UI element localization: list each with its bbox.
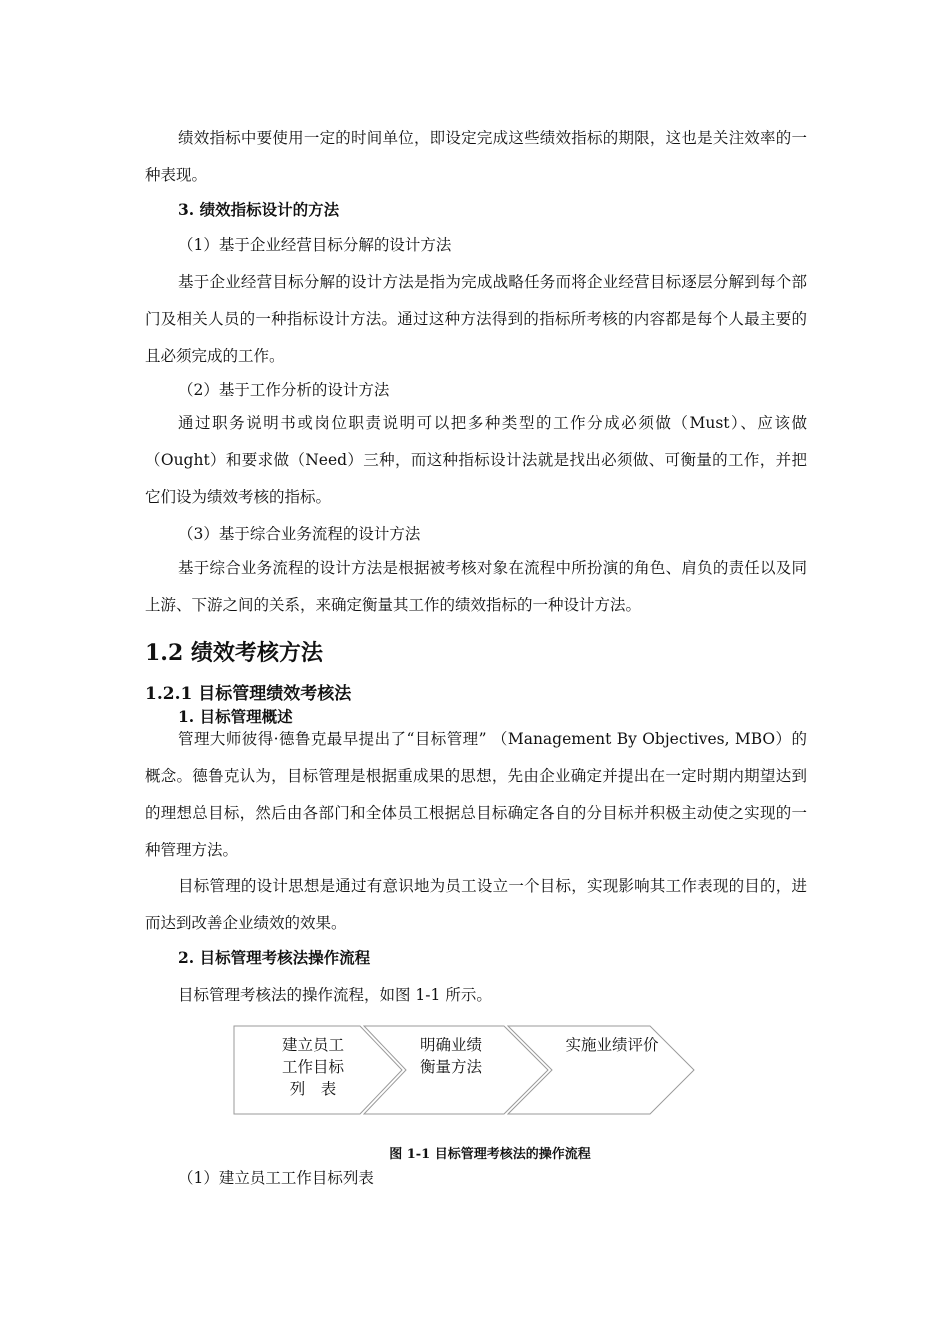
heading-design-methods: 3. 绩效指标设计的方法	[178, 200, 340, 219]
paragraph-figure-reference: 目标管理考核法的操作流程，如图 1-1 所示。	[178, 986, 492, 1004]
flow-step-2-label	[408, 1034, 494, 1078]
flow-step-3-label	[554, 1034, 670, 1056]
flow-step-1-label	[270, 1034, 356, 1100]
paragraph-method-1: 基于企业经营目标分解的设计方法是指为完成战略任务而将企业经营目标逐层分解到每个部门及相关人员的一种指标设计方法。通过这种方法得到的指标所考核的内容都是每个人最主要的且必须完成的工作。	[145, 273, 807, 365]
heading-method-3: （3）基于综合业务流程的设计方法	[178, 525, 421, 543]
paragraph-time-unit: 绩效指标中要使用一定的时间单位，即设定完成这些绩效指标的期限，这也是关注效率的一种表现。	[145, 129, 807, 184]
flow-step-3-line-1: 实施业绩评价	[565, 1036, 659, 1054]
flow-step-2-line-2: 衡量方法	[419, 1058, 482, 1076]
heading-method-1: （1）基于企业经营目标分解的设计方法	[178, 236, 452, 254]
heading-step-1: （1）建立员工工作目标列表	[178, 1169, 374, 1187]
figure-caption: 图 1-1 目标管理考核法的操作流程	[389, 1147, 591, 1162]
paragraph-method-3: 基于综合业务流程的设计方法是根据被考核对象在流程中所扮演的角色、肩负的责任以及同上游、下游之间的关系，来确定衡量其工作的绩效指标的一种设计方法。	[145, 559, 807, 614]
paragraph-mbo-design: 目标管理的设计思想是通过有意识地为员工设立一个目标，实现影响其工作表现的目的，进而达到改善企业绩效的效果。	[145, 877, 807, 932]
flow-step-2-line-1: 明确业绩	[419, 1036, 482, 1054]
flow-step-1-line-2: 工作目标	[281, 1058, 344, 1076]
heading-method-2: （2）基于工作分析的设计方法	[178, 381, 390, 399]
section-heading-1-2: 1.2 绩效考核方法	[145, 640, 323, 666]
paragraph-mbo-overview: 管理大师彼得·德鲁克最早提出了“目标管理” （Management By Objectives, MBO）的概念。德鲁克认为，目标管理是根据重成果的思想，先由企业确定并提出在一定时期内期望达到的理想总目标，然后由各部门和全体员工根据总目标确定各自的分目标并积极主动使之实现的一种管理方法。	[145, 730, 807, 859]
heading-mbo-process: 2. 目标管理考核法操作流程	[178, 948, 371, 967]
process-flow-diagram	[232, 1024, 698, 1118]
subsection-heading-1-2-1: 1.2.1 目标管理绩效考核法	[145, 684, 352, 704]
paragraph-method-2: 通过职务说明书或岗位职责说明可以把多种类型的工作分成必须做（Must）、应该做（Ought）和要求做（Need）三种，而这种指标设计法就是找出必须做、可衡量的工作，并把它们设为绩效考核的指标。	[145, 414, 807, 506]
flow-step-1-line-1: 建立员工	[281, 1036, 344, 1054]
heading-mbo-overview: 1. 目标管理概述	[178, 707, 293, 726]
flow-step-1-line-3: 列 表	[289, 1080, 337, 1098]
